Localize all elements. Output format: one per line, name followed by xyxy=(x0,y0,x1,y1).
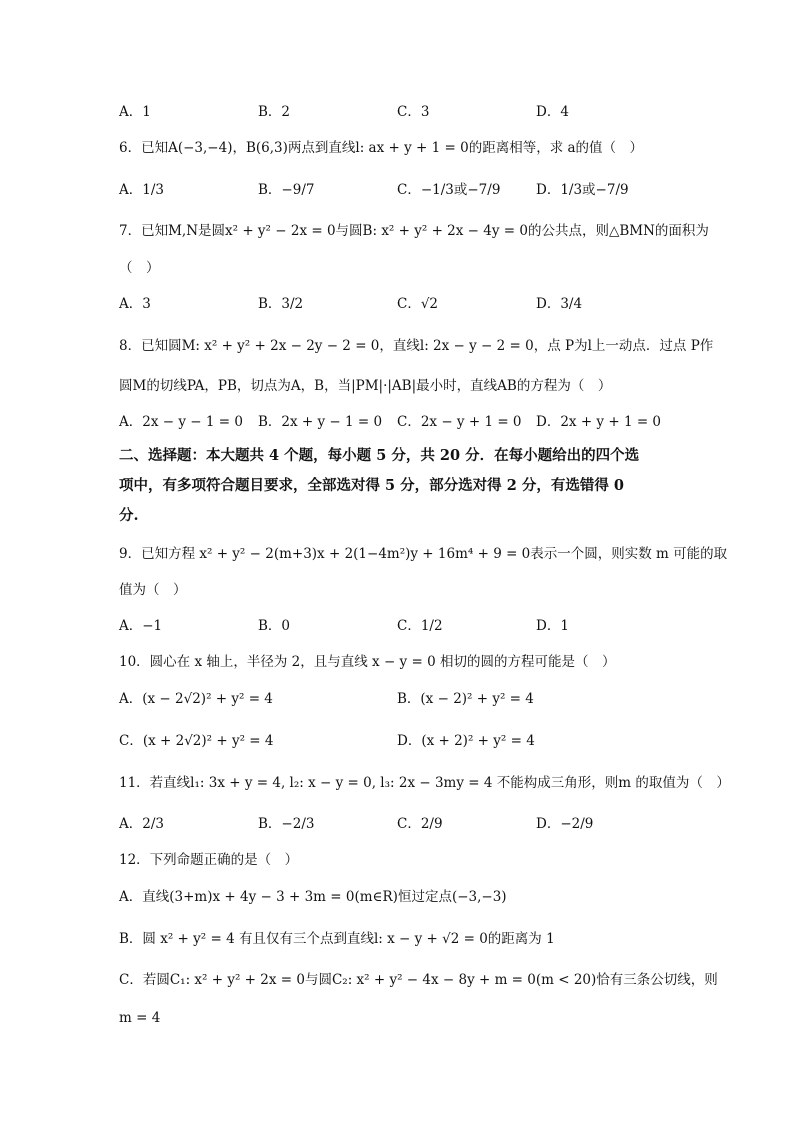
q6-stem: 6．已知A(−3,−4)，B(6,3)两点到直线l: ax + y + 1 = 0的距离相等，求 a的值（ ） xyxy=(119,140,644,156)
q12-stem: 12．下列命题正确的是（ ） xyxy=(119,852,299,868)
q9-option-c: C．1/2 xyxy=(397,618,443,634)
section2-heading-line3: 分. xyxy=(119,507,139,524)
q9-stem-continued: 值为（ ） xyxy=(119,582,187,598)
q9-option-b: B．0 xyxy=(258,618,291,634)
q5-option-b: B．2 xyxy=(258,104,291,120)
q11-option-d: D．−2/9 xyxy=(536,816,594,832)
q7-stem: 7．已知M,N是圆x² + y² − 2x = 0与圆B: x² + y² + 2x − 4y = 0的公共点，则△BMN的面积为 xyxy=(119,223,709,239)
q10-stem: 10．圆心在 x 轴上，半径为 2，且与直线 x − y = 0 相切的圆的方程可能是（ ） xyxy=(119,654,616,670)
q11-option-b: B．−2/3 xyxy=(258,816,315,832)
q9-stem: 9．已知方程 x² + y² − 2(m+3)x + 2(1−4m²)y + 16m⁴ + 9 = 0表示一个圆，则实数 m 可能的取 xyxy=(119,546,728,562)
q6-option-c: C．−1/3或−7/9 xyxy=(397,182,501,198)
q8-option-b: B．2x + y − 1 = 0 xyxy=(258,414,383,430)
q5-option-d: D．4 xyxy=(536,104,569,120)
q6-option-b: B．−9/7 xyxy=(258,182,315,198)
q8-stem-continued: 圆M的切线PA，PB，切点为A，B，当|PM|·|AB|最小时，直线AB的方程为（ ） xyxy=(119,378,612,394)
q5-option-a: A．1 xyxy=(119,104,151,120)
q7-option-a: A．3 xyxy=(119,296,151,312)
q10-option-d: D．(x + 2)² + y² = 4 xyxy=(397,733,535,749)
q12-option-a: A．直线(3+m)x + 4y − 3 + 3m = 0(m∈R)恒过定点(−3,−3) xyxy=(119,889,507,905)
q8-stem: 8．已知圆M: x² + y² + 2x − 2y − 2 = 0，直线l: 2x − y − 2 = 0，点 P为l上一动点．过点 P作 xyxy=(119,338,714,354)
q10-option-b: B．(x − 2)² + y² = 4 xyxy=(397,691,534,707)
q11-option-c: C．2/9 xyxy=(397,816,443,832)
q7-option-c: C．√2 xyxy=(397,296,439,312)
q10-option-c: C．(x + 2√2)² + y² = 4 xyxy=(119,733,274,749)
section2-heading-line1: 二、选择题：本大题共 4 个题，每小题 5 分，共 20 分．在每小题给出的四个选 xyxy=(119,447,640,464)
q7-option-d: D．3/4 xyxy=(536,296,583,312)
q5-option-c: C．3 xyxy=(397,104,430,120)
q11-stem: 11．若直线l₁: 3x + y = 4, l₂: x − y = 0, l₃: 2x − 3my = 4 不能构成三角形，则m 的取值为（ ） xyxy=(119,775,730,791)
q7-stem-continued: （ ） xyxy=(119,260,160,276)
q6-option-d: D．1/3或−7/9 xyxy=(536,182,629,198)
q8-option-a: A．2x − y − 1 = 0 xyxy=(119,414,243,430)
q12-option-b: B．圆 x² + y² = 4 有且仅有三个点到直线l: x − y + √2 = 0的距离为 1 xyxy=(119,931,555,947)
q6-option-a: A．1/3 xyxy=(119,182,164,198)
q10-option-a: A．(x − 2√2)² + y² = 4 xyxy=(119,691,273,707)
q12-option-c: C．若圆C₁: x² + y² + 2x = 0与圆C₂: x² + y² − 4x − 8y + m = 0(m < 20)恰有三条公切线，则 xyxy=(119,972,718,988)
q12-option-c-continued: m = 4 xyxy=(119,1010,161,1026)
q8-option-d: D．2x + y + 1 = 0 xyxy=(536,414,662,430)
q9-option-d: D．1 xyxy=(536,618,569,634)
q11-option-a: A．2/3 xyxy=(119,816,164,832)
q8-option-c: C．2x − y + 1 = 0 xyxy=(397,414,522,430)
section2-heading-line2: 项中，有多项符合题目要求，全部选对得 5 分，部分选对得 2 分，有选错得 0 xyxy=(119,477,625,494)
q9-option-a: A．−1 xyxy=(119,618,163,634)
q7-option-b: B．3/2 xyxy=(258,296,304,312)
